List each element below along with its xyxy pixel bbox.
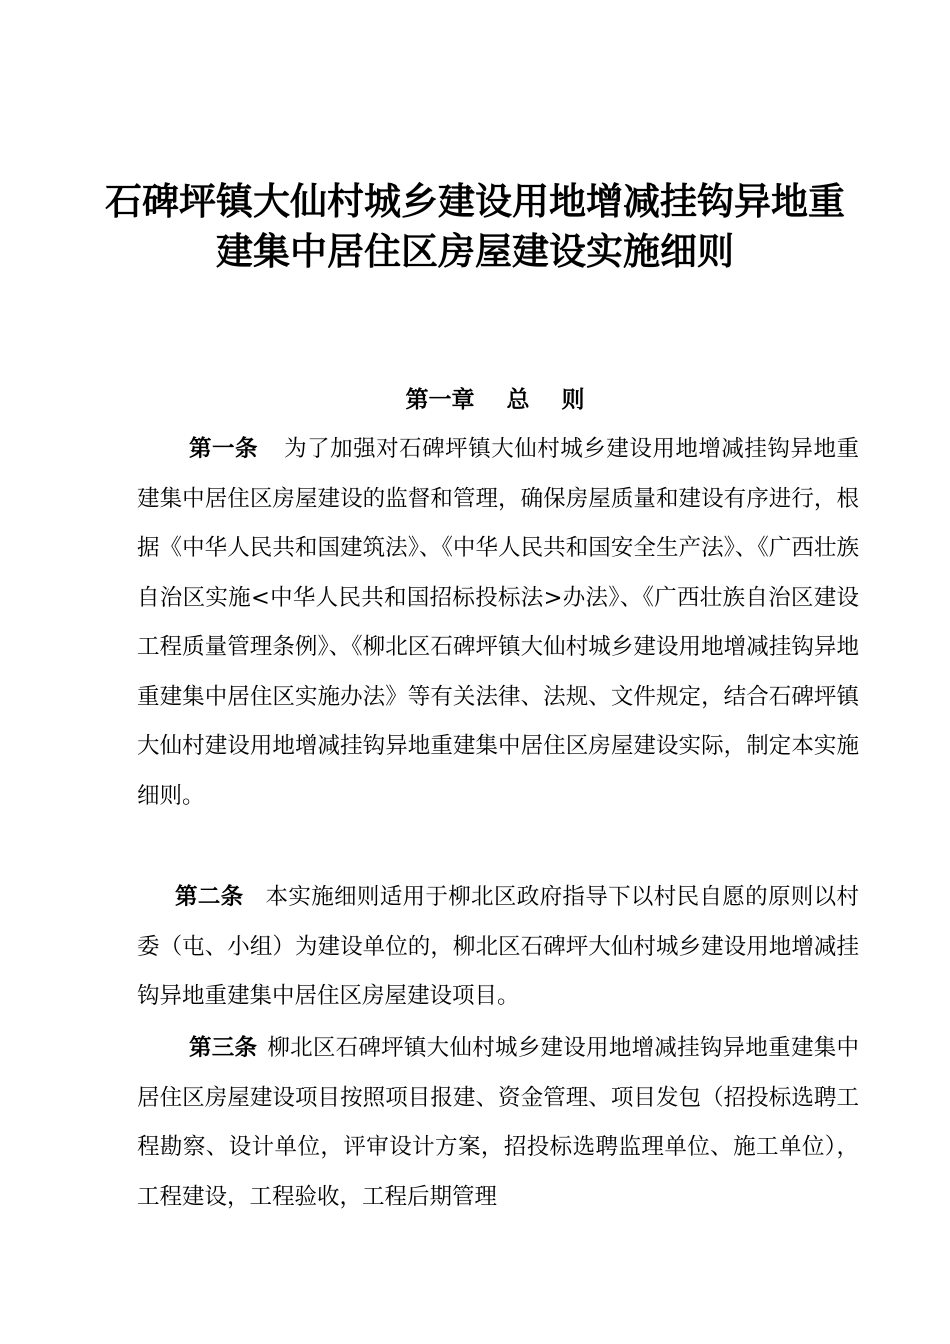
article-3 [137, 1024, 859, 1222]
article-3-text: 柳北区石碑坪镇大仙村城乡建设用地增减挂钩异地重建集中居住区房屋建设项目按照项目报建、资金管理、项目发包（招投标选聘工程勘察、设计单位，评审设计方案，招投标选聘监理单位、施工单位），工程建设，工程验收，工程后期管理 [137, 1035, 859, 1210]
article-1 [137, 425, 859, 821]
article-2-text: 本实施细则适用于柳北区政府指导下以村民自愿的原则以村委（屯、小组）为建设单位的，柳北区石碑坪大仙村城乡建设用地增减挂钩异地重建集中居住区房屋建设项目。 [137, 884, 859, 1009]
article-2 [137, 873, 859, 1022]
chapter-heading: 第一章 总 则 [405, 387, 585, 413]
article-2-label: 第二条 [175, 884, 244, 910]
document-title-line-1: 石碑坪镇大仙村城乡建设用地增减挂钩异地重 [105, 180, 845, 223]
document-title-line-2: 建集中居住区房屋建设实施细则 [216, 230, 734, 273]
article-1-label: 第一条 [189, 436, 259, 462]
article-1-text: 为了加强对石碑坪镇大仙村城乡建设用地增减挂钩异地重建集中居住区房屋建设的监督和管理，确保房屋质量和建设有序进行，根据《中华人民共和国建筑法》、《中华人民共和国安全生产法》、《广西壮族自治区实施<中华人民共和国招标投标法>办法》、《广西壮族自治区建设工程质量管理条例》、《柳北区石碑坪镇大仙村城乡建设用地增减挂钩异地重建集中居住区实施办法》等有关法律、法规、文件规定，结合石碑坪镇大仙村建设用地增减挂钩异地重建集中居住区房屋建设实际，制定本实施细则。 [137, 436, 859, 809]
article-3-label: 第三条 [189, 1035, 258, 1061]
